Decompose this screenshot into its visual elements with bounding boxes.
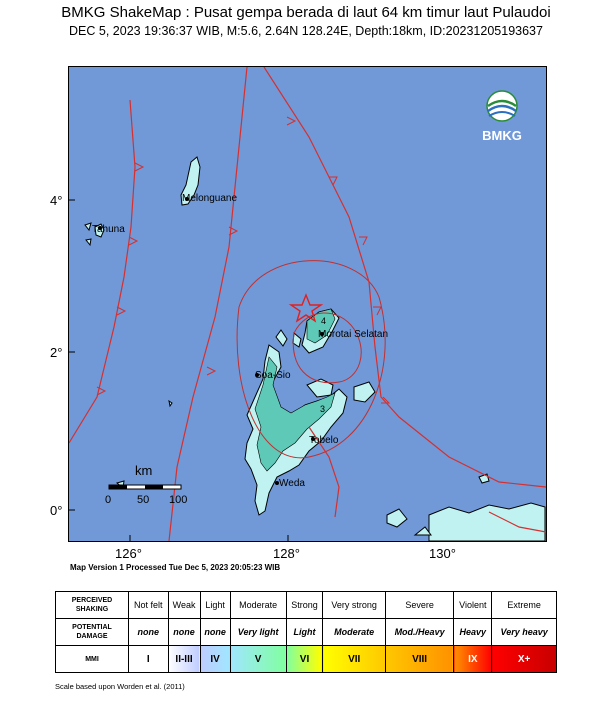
bmkg-logo-text: BMKG	[482, 128, 522, 143]
scale-label-100: 100	[169, 494, 188, 506]
legend-shaking-cell: Moderate	[230, 592, 286, 619]
legend-head-damage: POTENTIAL DAMAGE	[56, 619, 129, 646]
lat-tick-2: 2°	[50, 345, 63, 360]
lon-tick-128: 128°	[273, 546, 300, 561]
legend-damage-cell: Very heavy	[492, 619, 557, 646]
scale-unit: km	[135, 463, 153, 478]
scale-note: Scale based upon Worden et al. (2011)	[55, 682, 185, 691]
scale-label-0: 0	[105, 494, 112, 506]
scale-bar	[105, 463, 187, 506]
legend-mmi-cell: IX	[454, 646, 492, 673]
legend-damage-cell: Light	[286, 619, 323, 646]
scale-label-50: 50	[137, 494, 150, 506]
place-weda: Weda	[279, 478, 305, 489]
lon-tick-126: 126°	[115, 546, 142, 561]
legend-row-mmi	[56, 646, 557, 673]
place-morotai-selatan: Morotai Selatan	[318, 329, 389, 340]
contour-label-4: 4	[321, 316, 327, 326]
lon-tick-130: 130°	[429, 546, 456, 561]
event-details: DEC 5, 2023 19:36:37 WIB, M:5.6, 2.64N 128.24E, Depth:18km, ID:20231205193637	[69, 24, 543, 38]
legend-row-damage	[56, 619, 557, 646]
legend-head-shaking: PERCEIVED SHAKING	[56, 592, 129, 619]
legend-shaking-cell: Not felt	[129, 592, 169, 619]
legend-mmi-cell: IV	[200, 646, 230, 673]
fault-teeth	[97, 117, 389, 403]
legend-mmi-cell: I	[129, 646, 169, 673]
legend-mmi-cell: VI	[286, 646, 323, 673]
place-soa-sio: Soa-Sio	[255, 370, 291, 381]
lat-tick-0: 0°	[50, 503, 63, 518]
legend-mmi-cell: V	[230, 646, 286, 673]
legend-damage-cell: Heavy	[454, 619, 492, 646]
contour-label-3: 3	[320, 404, 326, 414]
legend-damage-cell: none	[200, 619, 230, 646]
map-title: BMKG ShakeMap : Pusat gempa berada di laut 64 km timur laut Pulaudoi	[61, 4, 551, 21]
legend-row-shaking	[56, 592, 557, 619]
place-tahuna: Tahuna	[92, 224, 125, 235]
legend-mmi-cell: II-III	[168, 646, 200, 673]
place-tobelo: Tobelo	[309, 435, 339, 446]
legend-damage-cell: Mod./Heavy	[385, 619, 453, 646]
legend-damage-cell: none	[168, 619, 200, 646]
land-masses	[85, 157, 545, 541]
processing-info: Map Version 1 Processed Tue Dec 5, 2023 20:05:23 WIB	[70, 563, 281, 572]
legend-damage-cell: Moderate	[323, 619, 385, 646]
legend-shaking-cell: Strong	[286, 592, 323, 619]
legend-head-mmi: MMI	[56, 646, 129, 673]
legend-shaking-cell: Severe	[385, 592, 453, 619]
place-melonguane: Melonguane	[182, 193, 238, 204]
bmkg-logo	[470, 84, 534, 148]
legend-shaking-cell: Very strong	[323, 592, 385, 619]
legend-mmi-cell: X+	[492, 646, 557, 673]
intensity-legend	[55, 591, 557, 673]
legend-shaking-cell: Weak	[168, 592, 200, 619]
legend-damage-cell: Very light	[230, 619, 286, 646]
legend-damage-cell: none	[129, 619, 169, 646]
legend-shaking-cell: Violent	[454, 592, 492, 619]
lat-tick-4: 4°	[50, 193, 63, 208]
legend-shaking-cell: Extreme	[492, 592, 557, 619]
legend-mmi-cell: VII	[323, 646, 385, 673]
legend-shaking-cell: Light	[200, 592, 230, 619]
legend-mmi-cell: VIII	[385, 646, 453, 673]
